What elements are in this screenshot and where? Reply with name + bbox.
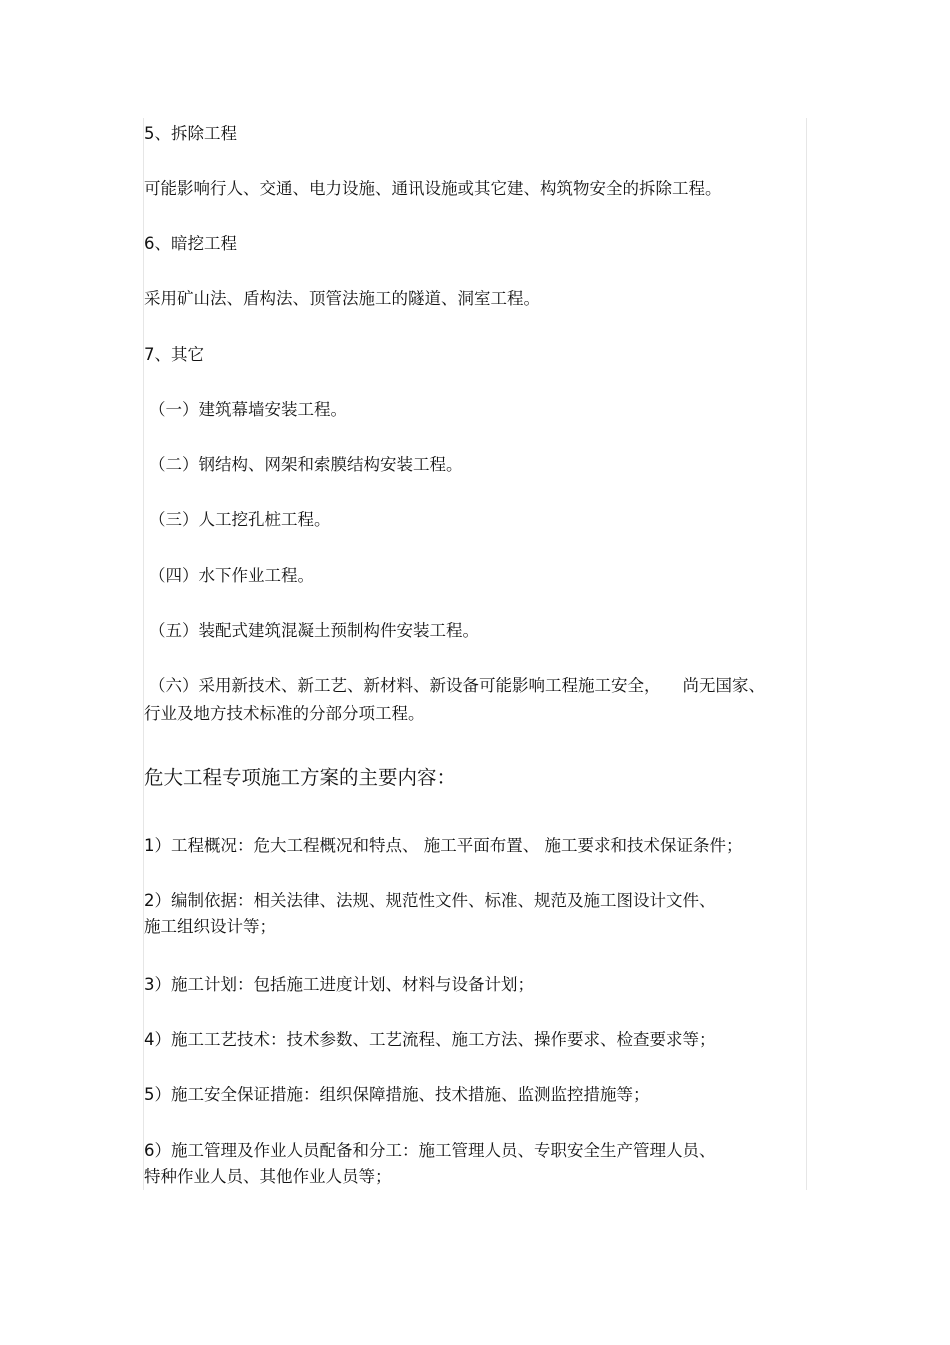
section-7-item-5: （五）装配式建筑混凝土预制构件安装工程。 <box>149 621 479 640</box>
section-7-title: 7、其它 <box>144 345 204 364</box>
plan-item-1: 1）工程概况：危大工程概况和特点、 施工平面布置、 施工要求和技术保证条件； <box>144 836 743 855</box>
section-7-item-6-line-2: 行业及地方技术标准的分部分项工程。 <box>144 704 425 723</box>
plan-item-3: 3）施工计划：包括施工进度计划、材料与设备计划； <box>144 975 534 994</box>
section-7-item-3: （三）人工挖孔桩工程。 <box>149 510 331 529</box>
plan-item-4: 4）施工工艺技术：技术参数、工艺流程、施工方法、操作要求、检查要求等； <box>144 1030 716 1049</box>
plan-heading: 危大工程专项施工方案的主要内容： <box>144 766 457 789</box>
plan-item-2-line-1: 2）编制依据：相关法律、法规、规范性文件、标准、规范及施工图设计文件、 <box>144 891 716 910</box>
section-6-title: 6、暗挖工程 <box>144 234 237 253</box>
item-6-text-part-1: （六）采用新技术、新工艺、新材料、新设备可能影响工程施工安全， <box>149 676 661 695</box>
right-margin-rule <box>806 118 807 1190</box>
plan-item-6-line-1: 6）施工管理及作业人员配备和分工：施工管理人员、专职安全生产管理人员、 <box>144 1141 716 1160</box>
section-7-item-1: （一）建筑幕墙安装工程。 <box>149 400 347 419</box>
plan-item-6-line-2: 特种作业人员、其他作业人员等； <box>144 1167 392 1186</box>
plan-item-2-line-2: 施工组织设计等； <box>144 917 276 936</box>
section-5-description: 可能影响行人、交通、电力设施、通讯设施或其它建、构筑物安全的拆除工程。 <box>144 179 722 198</box>
plan-item-5: 5）施工安全保证措施：组织保障措施、技术措施、监测监控措施等； <box>144 1085 650 1104</box>
section-5-title: 5、拆除工程 <box>144 124 237 143</box>
section-7-item-2: （二）钢结构、网架和索膜结构安装工程。 <box>149 455 463 474</box>
item-6-text-part-2: 尚无国家、 <box>682 676 765 695</box>
section-7-item-4: （四）水下作业工程。 <box>149 566 314 585</box>
section-7-item-6-line-1 <box>149 673 765 699</box>
section-6-description: 采用矿山法、盾构法、顶管法施工的隧道、洞室工程。 <box>144 289 540 308</box>
